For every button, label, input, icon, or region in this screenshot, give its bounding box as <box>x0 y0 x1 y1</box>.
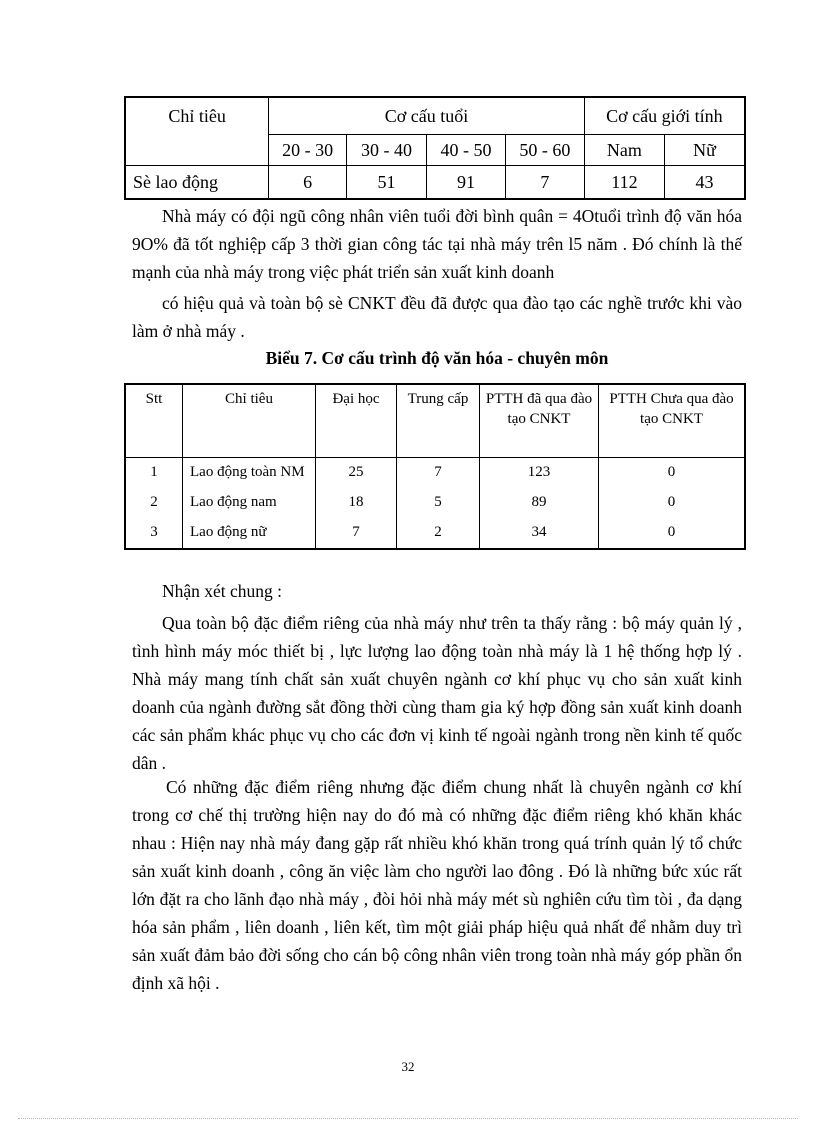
table1-header-label: Chỉ tiêu <box>125 97 269 166</box>
table2-trung-cap: 2 <box>397 518 480 549</box>
table2-stt: 2 <box>125 488 183 518</box>
table2-stt: 1 <box>125 458 183 489</box>
table2-header-label: Chỉ tiêu <box>183 384 316 458</box>
table1-row-label: Sè lao động <box>125 166 269 200</box>
table1-age-range: 30 - 40 <box>347 135 427 166</box>
table2-dai-hoc: 25 <box>316 458 397 489</box>
table1-cell: 112 <box>584 166 664 200</box>
table2-ptth-da: 123 <box>480 458 599 489</box>
table1-age-range: 50 - 60 <box>505 135 584 166</box>
page-number: 32 <box>401 1059 415 1074</box>
table1-age-range: 20 - 30 <box>269 135 347 166</box>
paragraph-1: Nhà máy có đội ngũ công nhân viên tuổi đời bình quân = 4Otuổi trình độ văn hóa 9O% đã tốt nghiệp cấp 3 thời gian công tác tại nhà máy trên l5 năm . Đó chính là thế mạnh của nhà máy trong việc phát triển sản xuất kinh doanh <box>132 206 742 282</box>
table2-stt: 3 <box>125 518 183 549</box>
paragraph-3: Qua toàn bộ đặc điểm riêng của nhà máy như trên ta thấy rằng : bộ máy quản lý , tình hình máy móc thiết bị , lực lượng lao động toàn nhà máy là 1 hệ thống hợp lý . Nhà máy mang tính chất sản xuất chuyên ngành cơ khí phục vụ cho sản xuất kinh doanh của ngành đường sắt đồng thời cùng tham gia ký hợp đồng sản xuất kinh doanh các sản phẩm khác phục vụ cho các đơn vị kinh tế ngoài ngành trong nền kinh tế quốc dân . <box>132 613 742 773</box>
paragraph-2: có hiệu quả và toàn bộ sè CNKT đều đã được qua đào tạo các nghề trước khi vào làm ở nhà máy . <box>132 293 742 341</box>
table1-cell: 6 <box>269 166 347 200</box>
education-structure-table <box>124 383 746 550</box>
table1-cell: 43 <box>665 166 746 200</box>
table2-ptth-da: 89 <box>480 488 599 518</box>
summary-heading: Nhận xét chung : <box>162 581 283 601</box>
table1-cell: 7 <box>505 166 584 200</box>
table2-ptth-chua: 0 <box>599 458 746 489</box>
table2-trung-cap: 5 <box>397 488 480 518</box>
paragraph-4: Có những đặc điểm riêng nhưng đặc điểm chung nhất là chuyên ngành cơ khí trong cơ chế thị trường hiện nay do đó mà có những đặc điểm riêng khó khăn khác nhau : Hiện nay nhà máy đang gặp rất nhiều khó khăn trong quá trính quản lý tổ chức sản xuất kinh doanh , công ăn việc làm cho người lao đông . Đó là những bức xúc rất lớn đặt ra cho lãnh đạo nhà máy , đòi hỏi nhà máy mét sù nghiên cứu tìm tòi , đa dạng hóa sản phẩm , liên doanh , liên kết, tìm một giải pháp hiệu quả nhất để nhằm duy trì sản xuất đảm bảo đời sống cho cán bộ công nhân viên trong toàn nhà máy góp phần ổn định xã hội . <box>132 777 742 993</box>
table2-dai-hoc: 7 <box>316 518 397 549</box>
table2-label: Lao động nam <box>183 488 316 518</box>
table1-gender: Nam <box>584 135 664 166</box>
table1-cell: 91 <box>427 166 506 200</box>
table-row <box>125 488 745 518</box>
table2-header-trung-cap: Trung cấp <box>397 384 480 458</box>
table-row <box>125 518 745 549</box>
table1-age-range: 40 - 50 <box>427 135 506 166</box>
table2-header-dai-hoc: Đại học <box>316 384 397 458</box>
table2-dai-hoc: 18 <box>316 488 397 518</box>
table1-cell: 51 <box>347 166 427 200</box>
table-row <box>125 458 745 489</box>
table1-age-group-header: Cơ cấu tuổi <box>269 97 585 135</box>
age-gender-structure-table <box>124 96 746 200</box>
table2-ptth-chua: 0 <box>599 488 746 518</box>
footer-divider <box>18 1118 798 1119</box>
table2-trung-cap: 7 <box>397 458 480 489</box>
table2-caption: Biểu 7. Cơ cấu trình độ văn hóa - chuyên môn <box>265 348 609 368</box>
table1-gender-group-header: Cơ cấu giới tính <box>584 97 745 135</box>
table2-header-ptth-da: PTTH đã qua đào tạo CNKT <box>480 384 599 458</box>
table2-label: Lao động toàn NM <box>183 458 316 489</box>
table2-header-ptth-chua: PTTH Chưa qua đào tạo CNKT <box>599 384 746 458</box>
table2-ptth-chua: 0 <box>599 518 746 549</box>
table1-gender: Nữ <box>665 135 746 166</box>
table2-header-stt: Stt <box>125 384 183 458</box>
table2-label: Lao động nữ <box>183 518 316 549</box>
table2-ptth-da: 34 <box>480 518 599 549</box>
